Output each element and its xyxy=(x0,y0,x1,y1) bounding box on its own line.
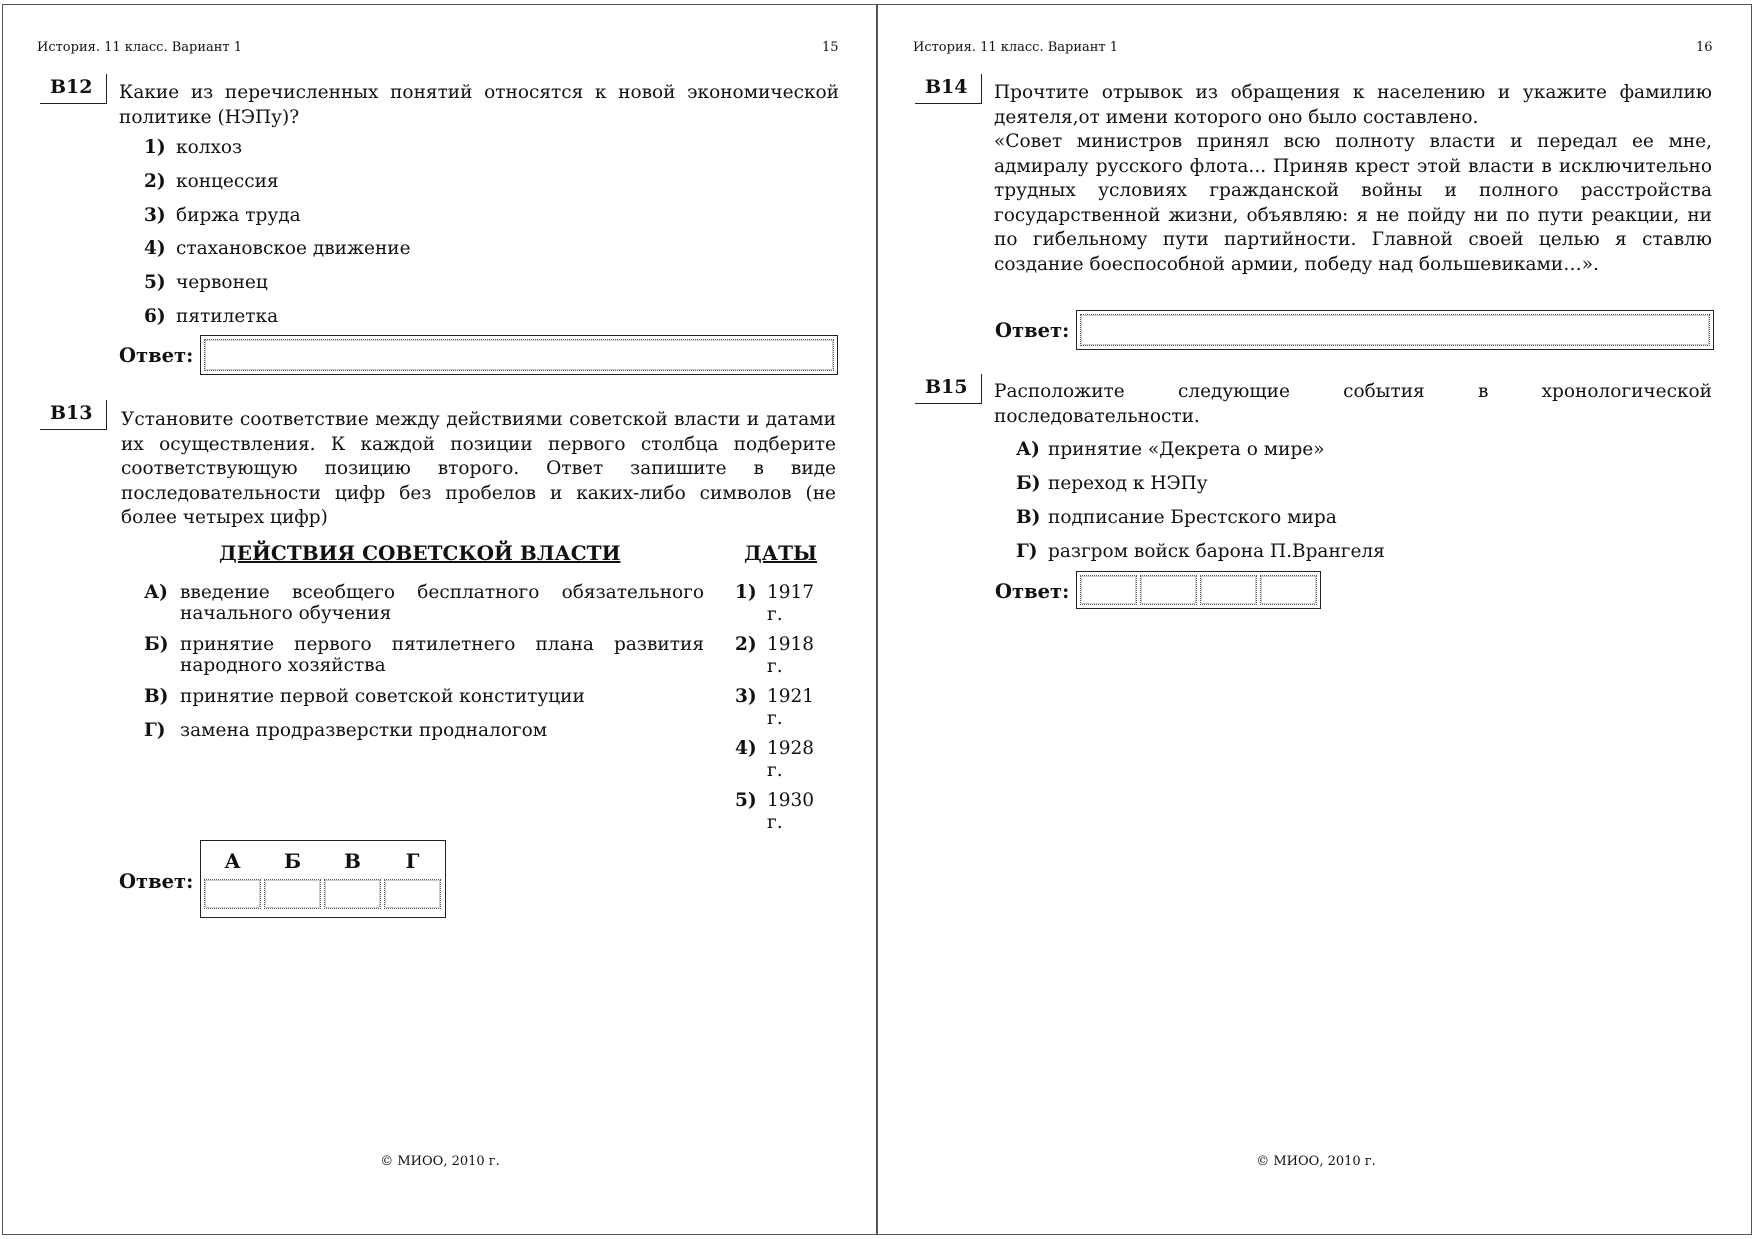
page-footer: © МИОО, 2010 г. xyxy=(380,1154,500,1169)
b15-question: Расположите следующие события в хронологической последовательности. xyxy=(994,381,1712,427)
b15-option-a: А) принятие «Декрета о мире» xyxy=(1016,439,1325,460)
b15-answer-cells xyxy=(1076,571,1321,609)
b13-answer-cell-g[interactable] xyxy=(384,879,441,909)
b12-answer-field[interactable] xyxy=(200,335,838,375)
b13-answer-cell-a[interactable] xyxy=(204,879,261,909)
b13-date-3: 3) 1921 г. xyxy=(735,686,815,729)
b15-option-b: Б) переход к НЭПу xyxy=(1016,473,1208,494)
b14-question: Прочтите отрывок из обращения к населению и укажите фамилию деятеля,от имени которого оно было составлено. xyxy=(994,82,1712,128)
task-id-b12: B12 xyxy=(40,74,107,104)
b14-answer-label: Ответ: xyxy=(995,319,1070,342)
b13-dates-heading: ДАТЫ xyxy=(744,541,817,565)
page-footer: © МИОО, 2010 г. xyxy=(1256,1154,1376,1169)
b13-action-g: Г) замена продразверстки продналогом xyxy=(144,720,548,741)
task-id-b13: B13 xyxy=(40,400,107,430)
grid-header-v: В xyxy=(344,849,361,873)
b13-date-5: 5) 1930 г. xyxy=(735,790,815,833)
b12-option-5: 5) червонец xyxy=(144,272,268,293)
b15-option-v: В) подписание Брестского мира xyxy=(1016,507,1337,528)
task-id-b15: B15 xyxy=(915,374,982,404)
b15-answer-label: Ответ: xyxy=(995,580,1070,603)
page-number: 15 xyxy=(822,40,839,55)
b13-answer-cell-b[interactable] xyxy=(264,879,321,909)
b13-answer-cell-v[interactable] xyxy=(324,879,381,909)
b15-answer-cell-1[interactable] xyxy=(1080,575,1137,605)
page-number: 16 xyxy=(1696,40,1713,55)
grid-header-g: Г xyxy=(405,849,420,873)
task-id-b14: B14 xyxy=(915,74,982,104)
b12-answer-label: Ответ: xyxy=(119,344,194,367)
b12-option-6: 6) пятилетка xyxy=(144,306,279,327)
b13-action-b: Б) принятие первого пятилетнего плана развития народного хозяйства xyxy=(144,634,704,676)
b12-option-1: 1) колхоз xyxy=(144,137,243,158)
page-header-title: История. 11 класс. Вариант 1 xyxy=(913,40,1119,55)
b13-action-a: А) введение всеобщего бесплатного обязательного начального обучения xyxy=(144,582,704,624)
b13-date-1: 1) 1917 г. xyxy=(735,582,815,625)
b12-option-4: 4) стахановское движение xyxy=(144,238,411,259)
b12-option-3: 3) биржа труда xyxy=(144,205,301,226)
b13-date-4: 4) 1928 г. xyxy=(735,738,815,781)
page-header-title: История. 11 класс. Вариант 1 xyxy=(37,40,243,55)
grid-header-b: Б xyxy=(283,849,302,873)
b13-answer-grid xyxy=(200,840,446,918)
b13-answer-label: Ответ: xyxy=(119,870,194,893)
b15-option-g: Г) разгром войск барона П.Врангеля xyxy=(1016,541,1385,562)
b15-answer-cell-2[interactable] xyxy=(1140,575,1197,605)
b13-question: Установите соответствие между действиями советской власти и датами их осуществления. К каждой позиции первого столбца подберите соответствующую позицию второго. Ответ запишите в виде последовательности цифр без пробелов и каких-либо символов (не более четырех цифр) xyxy=(121,409,836,528)
b13-actions-heading: ДЕЙСТВИЯ СОВЕТСКОЙ ВЛАСТИ xyxy=(219,541,621,565)
b12-option-2: 2) концессия xyxy=(144,171,279,192)
page-15 xyxy=(2,4,878,1235)
b13-date-2: 2) 1918 г. xyxy=(735,634,815,677)
b14-quote: «Совет министров принял всю полноту власти и передал ее мне, адмиралу русского флота... Приняв крест этой власти в исключительно трудных условиях гражданской войны и полного расстройства государственной жизни, объявляю: я не пойду ни по пути реакции, ни по гибельному пути партийности. Главной своей целью я ставлю создание боеспособной армии, победу над большевиками…». xyxy=(994,131,1712,275)
b12-question: Какие из перечисленных понятий относятся к новой экономической политике (НЭПу)? xyxy=(119,82,839,128)
b15-answer-cell-3[interactable] xyxy=(1200,575,1257,605)
b14-answer-field[interactable] xyxy=(1076,310,1714,350)
page-16 xyxy=(878,4,1754,1235)
b13-action-v: В) принятие первой советской конституции xyxy=(144,686,585,707)
grid-header-a: А xyxy=(224,849,241,873)
b15-answer-cell-4[interactable] xyxy=(1260,575,1317,605)
